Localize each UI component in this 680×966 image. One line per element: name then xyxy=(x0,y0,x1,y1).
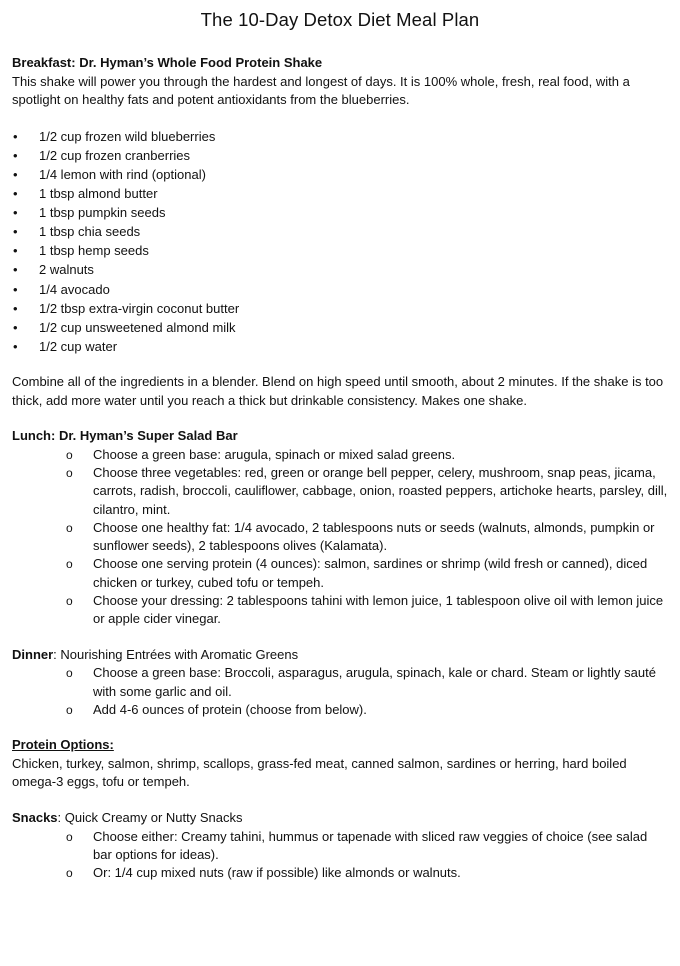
bullet-icon: • xyxy=(13,147,18,163)
list-item xyxy=(12,127,668,146)
protein-heading: Protein Options: xyxy=(12,737,114,753)
list-item: o Or: 1/4 cup mixed nuts (raw if possible) like almonds or walnuts. xyxy=(12,864,668,882)
bullet-icon: • xyxy=(13,319,18,335)
ingredient-text: 1/4 avocado xyxy=(39,281,110,297)
protein-section xyxy=(12,736,668,792)
circle-bullet-icon: o xyxy=(66,557,73,572)
list-item: o Choose three vegetables: red, green or orange bell pepper, celery, mushroom, snap peas, jicama, carrots, radish, broccoli, cauliflower, cabbage, onion, roasted peppers, artichoke hearts, parsley, dill, cilantro, mint. xyxy=(66,464,668,517)
dinner-section xyxy=(12,646,668,719)
breakfast-intro: This shake will power you through the hardest and longest of days. It is 100% whole, fresh, real food, with a spotlight on healthy fats and potent antioxidants from the blueberries. xyxy=(12,73,630,108)
list-item: o Choose either: Creamy tahini, hummus or tapenade with sliced raw veggies of choice (see salad bar options for ideas). xyxy=(66,828,648,862)
ingredient-text: 1/2 tbsp extra-virgin coconut butter xyxy=(39,300,240,316)
ingredient-text: 1/4 lemon with rind (optional) xyxy=(39,166,206,182)
list-item xyxy=(12,299,668,318)
bullet-icon: • xyxy=(13,205,18,221)
lunch-label: Lunch xyxy=(12,428,51,444)
bullet-icon: • xyxy=(13,338,18,354)
bullet-icon: • xyxy=(13,186,18,202)
circle-bullet-icon: o xyxy=(66,465,73,480)
snacks-section xyxy=(12,809,668,882)
bullet-icon: • xyxy=(13,300,18,316)
list-item xyxy=(12,184,668,203)
list-item: o Add 4-6 ounces of protein (choose from below). xyxy=(12,701,668,719)
list-item xyxy=(12,241,668,260)
ingredient-text: 1/2 cup water xyxy=(39,338,118,354)
snacks-title: : Quick Creamy or Nutty Snacks xyxy=(57,809,243,825)
lunch-list xyxy=(12,446,668,629)
document-page xyxy=(12,0,668,882)
circle-bullet-icon: o xyxy=(66,866,73,881)
bullet-icon: • xyxy=(13,262,18,278)
dinner-list xyxy=(12,664,668,719)
bullet-icon: • xyxy=(13,281,18,297)
list-item: o Choose a green base: arugula, spinach or mixed salad greens. xyxy=(12,446,668,464)
circle-bullet-icon: o xyxy=(66,829,73,844)
circle-bullet-icon: o xyxy=(66,666,73,681)
bullet-icon: • xyxy=(13,224,18,240)
circle-bullet-icon: o xyxy=(66,594,73,609)
list-item xyxy=(12,165,668,184)
bullet-icon: • xyxy=(13,243,18,259)
breakfast-heading: Breakfast: Dr. Hyman’s Whole Food Protein Shake xyxy=(12,55,323,70)
snacks-list xyxy=(12,828,668,883)
lunch-heading xyxy=(12,427,668,446)
snacks-label: Snacks xyxy=(12,809,58,825)
list-item xyxy=(12,146,668,165)
list-item: o Choose a green base: Broccoli, asparagus, arugula, spinach, kale or chard. Steam or lightly sauté with some garlic and oil. xyxy=(66,665,656,699)
circle-bullet-icon: o xyxy=(66,447,73,462)
circle-bullet-icon: o xyxy=(66,702,73,717)
ingredient-text: 1/2 cup unsweetened almond milk xyxy=(39,319,236,335)
list-item xyxy=(12,337,668,356)
list-item: o Choose one serving protein (4 ounces): salmon, sardines or shrimp (wild fresh or canned), diced chicken or turkey, cubed tofu or tempeh. xyxy=(66,556,648,590)
ingredient-list xyxy=(12,127,668,356)
list-item: o Choose one healthy fat: 1/4 avocado, 2 tablespoons nuts or seeds (walnuts, almonds, pumpkin or sunflower seeds), 2 tablespoons olives (Kalamata). xyxy=(66,519,655,554)
list-item: o Choose your dressing: 2 tablespoons tahini with lemon juice, 1 tablespoon olive oil with lemon juice or apple cider vinegar. xyxy=(66,593,664,627)
breakfast-section xyxy=(12,54,668,410)
list-item xyxy=(12,280,668,299)
ingredient-text: 1/2 cup frozen wild blueberries xyxy=(39,128,216,144)
dinner-heading xyxy=(12,646,668,665)
list-item xyxy=(12,222,668,241)
breakfast-directions: Combine all of the ingredients in a blender. Blend on high speed until smooth, about 2 minutes. If the shake is too thick, add more water until you reach a thick but drinkable consistency. Makes one shake. xyxy=(12,373,664,408)
lunch-title: : Dr. Hyman’s Super Salad Bar xyxy=(51,428,238,444)
dinner-label: Dinner xyxy=(12,646,54,662)
page-title: The 10-Day Detox Diet Meal Plan xyxy=(200,9,480,30)
circle-bullet-icon: o xyxy=(66,520,73,535)
list-item xyxy=(12,260,668,279)
protein-text: Chicken, turkey, salmon, shrimp, scallops, grass-fed meat, canned salmon, sardines or herring, hard boiled omega-3 eggs, tofu or tempeh. xyxy=(12,755,627,790)
ingredient-text: 1/2 cup frozen cranberries xyxy=(39,147,191,163)
list-item xyxy=(12,318,668,337)
ingredient-text: 1 tbsp chia seeds xyxy=(39,224,141,240)
ingredient-text: 1 tbsp hemp seeds xyxy=(39,243,149,259)
list-item xyxy=(12,203,668,222)
ingredient-text: 2 walnuts xyxy=(39,262,94,278)
dinner-title: : Nourishing Entrées with Aromatic Greens xyxy=(53,646,299,662)
bullet-icon: • xyxy=(13,128,18,144)
ingredient-text: 1 tbsp pumpkin seeds xyxy=(39,205,166,221)
lunch-section xyxy=(12,427,668,629)
snacks-heading xyxy=(12,809,668,828)
bullet-icon: • xyxy=(13,166,18,182)
ingredient-text: 1 tbsp almond butter xyxy=(39,186,158,202)
